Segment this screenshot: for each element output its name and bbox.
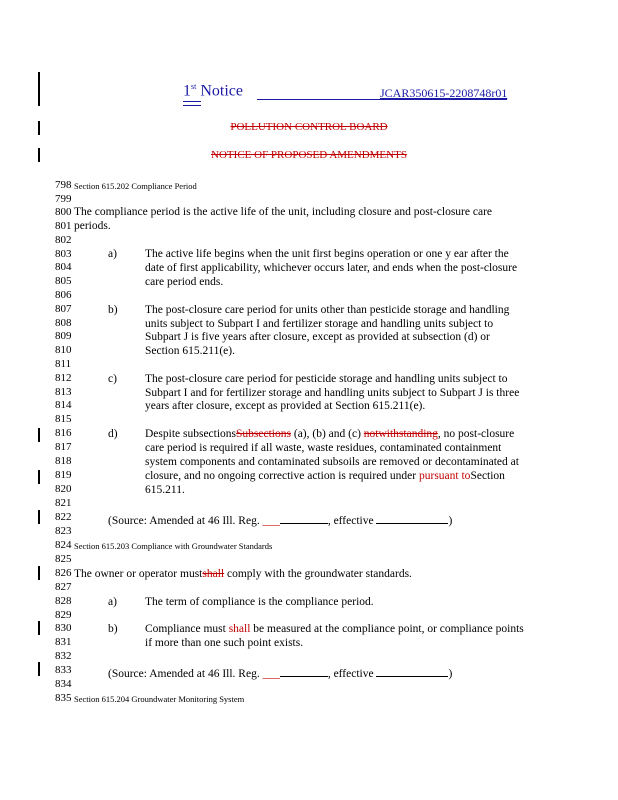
text-run: , effective (327, 668, 377, 680)
line-number: 815 (55, 413, 72, 425)
line-number: 814 (55, 399, 72, 411)
body-text: periods. (74, 220, 111, 232)
inserted-text: shall (228, 623, 251, 635)
notice-number: 1 (183, 82, 191, 100)
body-text: The compliance period is the active life of the unit, including closure and post-closure care (74, 206, 493, 218)
line-number: 805 (55, 275, 72, 287)
text-run: , effective (327, 515, 377, 527)
line-number: 811 (55, 358, 72, 370)
change-bar (38, 621, 40, 635)
text-run: Section (470, 470, 505, 482)
body-text: 615.211. (145, 484, 185, 496)
body-text: units subject to Subpart I and fertilizer storage and handling units subject to (145, 318, 494, 330)
body-text (74, 568, 412, 581)
body-text: The active life begins when the unit first begins operation or one y ear after the (145, 248, 509, 260)
line-number: 809 (55, 330, 72, 342)
change-bar (38, 510, 40, 524)
inserted-text: ___ (262, 668, 280, 680)
notice-title: NOTICE OF PROPOSED AMENDMENTS (211, 149, 407, 161)
deleted-text: shall (202, 568, 225, 580)
subsection-label: b) (108, 623, 118, 635)
line-number: 819 (55, 469, 72, 481)
line-number: 808 (55, 317, 72, 329)
line-number: 826 (55, 567, 72, 579)
body-text: The post-closure care period for units other than pesticide storage and handling (145, 304, 510, 316)
blank-field (280, 665, 328, 677)
line-number: 831 (55, 636, 72, 648)
body-text (145, 428, 514, 441)
line-number: 832 (55, 650, 72, 662)
body-text: Section 615.211(e). (145, 345, 235, 357)
text-run: (a), (b) and (c) (290, 428, 364, 440)
line-number: 834 (55, 678, 72, 690)
line-number: 833 (55, 664, 72, 676)
line-number: 821 (55, 497, 72, 509)
section-heading: Section 615.203 Compliance with Groundwater Standards (74, 541, 273, 551)
body-text: The post-closure care period for pesticide storage and handling units subject to (145, 373, 508, 385)
inserted-text: pursuant to (419, 470, 471, 482)
subsection-label: a) (108, 248, 117, 260)
line-number: 825 (55, 553, 72, 565)
subsection-label: a) (108, 596, 117, 608)
deleted-text: Subsections (236, 428, 291, 440)
blank-field (376, 665, 448, 677)
change-bar (38, 428, 40, 442)
text-run: Despite subsections (145, 428, 237, 440)
body-text: care period is required if all waste, waste residues, contaminated containment (145, 442, 502, 454)
text-run: be measured at the compliance point, or compliance points (250, 623, 524, 635)
blank-field (280, 512, 328, 524)
change-bar (38, 662, 40, 676)
line-number: 800 (55, 206, 72, 218)
body-text: Subpart I and for fertilizer storage and handling units subject to Subpart J is three (145, 387, 520, 399)
line-number: 830 (55, 622, 72, 634)
text-run: (Source: Amended at 46 Ill. Reg. (108, 668, 263, 680)
board-title: POLLUTION CONTROL BOARD (230, 121, 388, 133)
line-number: 807 (55, 303, 72, 315)
line-number: 812 (55, 372, 72, 384)
line-number: 804 (55, 261, 72, 273)
document-id: JCAR350615-2208748r01 (380, 86, 508, 100)
text-run: closure, and no ongoing corrective action is required under (145, 470, 419, 482)
text-run: ) (448, 668, 453, 680)
line-number: 829 (55, 609, 72, 621)
subsection-label: b) (108, 304, 118, 316)
body-text (145, 470, 505, 483)
notice-header (183, 82, 243, 100)
body-text: system components and contaminated subsoils are removed or decontaminated at (145, 456, 519, 468)
line-number: 816 (55, 427, 72, 439)
line-number: 823 (55, 525, 72, 537)
line-number: 824 (55, 539, 72, 551)
line-number: 822 (55, 511, 72, 523)
line-number: 799 (55, 193, 72, 205)
body-text: The term of compliance is the compliance period. (145, 596, 374, 608)
body-text: care period ends. (145, 276, 224, 288)
line-number: 817 (55, 441, 72, 453)
text-run: ) (448, 515, 453, 527)
text-run: (Source: Amended at 46 Ill. Reg. (108, 515, 263, 527)
subsection-label: c) (108, 373, 117, 385)
text-run: comply with the groundwater standards. (224, 568, 412, 580)
blank-field (376, 512, 448, 524)
line-number: 828 (55, 595, 72, 607)
notice-sup: st (191, 82, 197, 91)
line-number: 801 (55, 220, 72, 232)
source-note (108, 665, 452, 681)
text-run: The owner or operator must (74, 568, 203, 580)
line-number: 818 (55, 455, 72, 467)
header-double-underline (183, 101, 201, 102)
body-text: Subpart J is five years after closure, except as provided at subsection (d) or (145, 331, 490, 343)
body-text (145, 623, 524, 636)
change-bar (38, 566, 40, 580)
section-heading: Section 615.202 Compliance Period (74, 181, 197, 191)
change-bar (38, 72, 40, 106)
header-double-underline (183, 105, 201, 106)
line-number: 803 (55, 248, 72, 260)
text-run: Compliance must (145, 623, 229, 635)
line-number: 820 (55, 483, 72, 495)
line-number: 798 (55, 179, 72, 191)
line-number: 813 (55, 386, 72, 398)
line-number: 810 (55, 344, 72, 356)
body-text: years after closure, except as provided at Section 615.211(e). (145, 400, 426, 412)
inserted-text: ___ (262, 515, 280, 527)
section-heading: Section 615.204 Groundwater Monitoring System (74, 694, 245, 704)
source-note (108, 512, 452, 528)
deleted-text: notwithstanding (363, 428, 438, 440)
body-text: date of first applicability, whichever occurs later, and ends when the post-closure (145, 262, 518, 274)
notice-label: Notice (200, 82, 243, 100)
line-number: 835 (55, 692, 72, 704)
text-run: , no post-closure (437, 428, 515, 440)
subsection-label: d) (108, 428, 118, 440)
line-number: 802 (55, 234, 72, 246)
line-number: 827 (55, 581, 72, 593)
line-number: 806 (55, 289, 72, 301)
body-text: if more than one such point exists. (145, 637, 304, 649)
change-bar (38, 470, 40, 484)
